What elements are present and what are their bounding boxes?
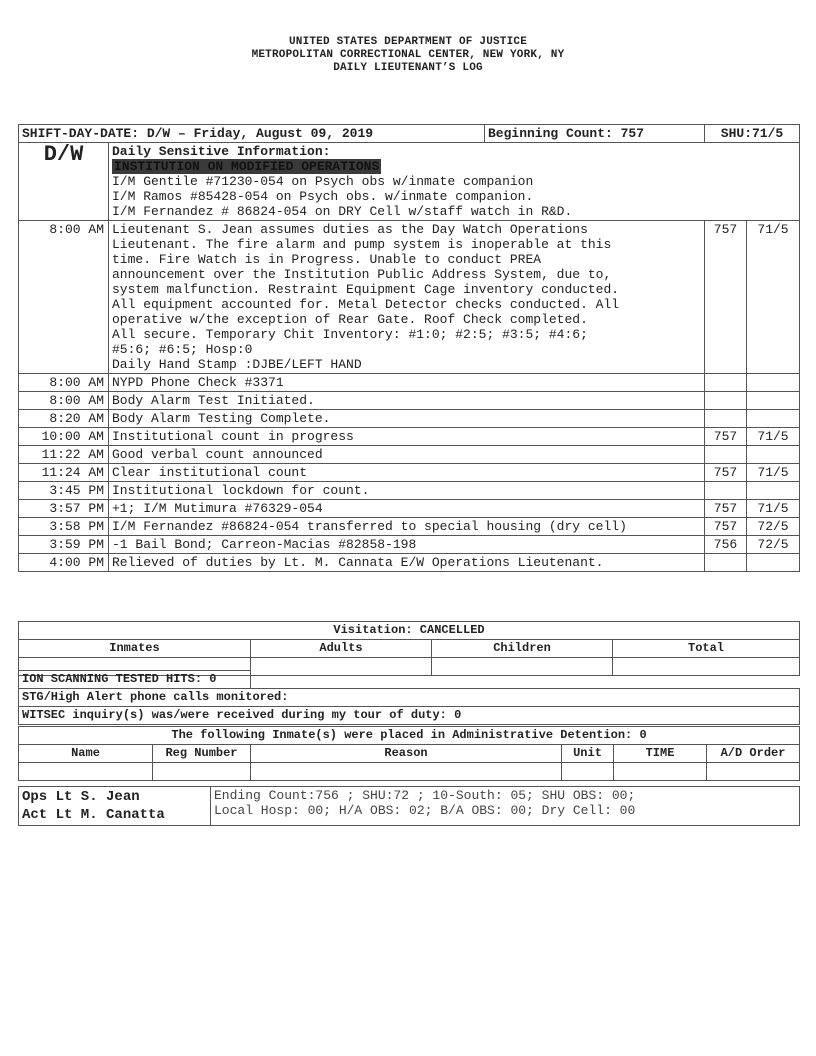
log-description (109, 536, 705, 554)
log-shu: 71/5 (747, 428, 800, 446)
log-time: 3:45 PM (19, 482, 109, 500)
log-description (109, 374, 705, 392)
log-description (109, 410, 705, 428)
log-entry-row (19, 428, 800, 446)
log-time: 11:22 AM (19, 446, 109, 464)
admin-header-reg: Reg Number (153, 745, 251, 763)
log-line: Clear institutional count (112, 465, 308, 480)
header-line-3: DAILY LIEUTENANT’S LOG (333, 62, 483, 74)
log-count: 757 (705, 428, 747, 446)
visitation-header-children: Children (432, 640, 613, 658)
log-entry-row (19, 518, 800, 536)
log-shu (747, 446, 800, 464)
log-line: announcement over the Institution Public Address System, due to, (112, 267, 612, 282)
shift-date: SHIFT-DAY-DATE: D/W – Friday, August 09, 2019 (19, 125, 485, 143)
log-time: 8:00 AM (19, 221, 109, 374)
admin-header-time: TIME (614, 745, 707, 763)
header-line-1: UNITED STATES DEPARTMENT OF JUSTICE (288, 36, 528, 48)
ending-count-line-2: Local Hosp: 00; H/A OBS: 02; B/A OBS: 00; Dry Cell: 00 (214, 803, 636, 818)
log-line: +1; I/M Mutimura #76329-054 (112, 501, 323, 516)
admin-header-name: Name (19, 745, 153, 763)
log-time: 8:20 AM (19, 410, 109, 428)
log-count: 757 (705, 518, 747, 536)
visitation-table (18, 621, 800, 676)
log-line: All secure. Temporary Chit Inventory: #1:0; #2:5; #3:5; #4:6; (112, 327, 588, 342)
sensitive-title: Daily Sensitive Information: (112, 144, 331, 159)
log-entry-row (19, 482, 800, 500)
admin-title: The following Inmate(s) were placed in Administrative Detention: 0 (19, 727, 800, 745)
log-entry-row (19, 410, 800, 428)
log-shu (747, 410, 800, 428)
log-count (705, 392, 747, 410)
log-description (109, 482, 705, 500)
signatures (19, 787, 211, 826)
sensitive-line: I/M Ramos #85428-054 on Psych obs. w/inmate companion. (112, 189, 534, 204)
log-count (705, 374, 747, 392)
log-entry-row (19, 392, 800, 410)
log-line: -1 Bail Bond; Carreon-Macias #82858-198 (112, 537, 417, 552)
visitation-header-total: Total (613, 640, 800, 658)
ending-count (211, 787, 800, 826)
log-line: Body Alarm Testing Complete. (112, 411, 331, 426)
log-count: 757 (705, 464, 747, 482)
log-line: Relieved of duties by Lt. M. Cannata E/W Operations Lieutenant. (112, 555, 604, 570)
log-table (18, 124, 800, 572)
log-shu (747, 554, 800, 572)
log-line: system malfunction. Restraint Equipment Cage inventory conducted. (112, 282, 620, 297)
security-checks-table (18, 670, 800, 725)
ion-scanning: ION SCANNING TESTED HITS: 0 (19, 671, 251, 689)
log-description (109, 518, 705, 536)
modified-ops-highlight: INSTITUTION ON MODIFIED OPERATIONS (114, 159, 380, 174)
sensitive-line: I/M Fernandez # 86824-054 on DRY Cell w/staff watch in R&D. (112, 204, 573, 219)
log-shu: 71/5 (747, 500, 800, 518)
log-count (705, 410, 747, 428)
log-entry-row (19, 500, 800, 518)
log-description (109, 446, 705, 464)
log-count (705, 446, 747, 464)
log-time: 11:24 AM (19, 464, 109, 482)
log-description (109, 500, 705, 518)
log-line: All equipment accounted for. Metal Detector checks conducted. All (112, 297, 620, 312)
log-description (109, 392, 705, 410)
log-shu (747, 374, 800, 392)
visitation-header-adults: Adults (251, 640, 432, 658)
log-description (109, 221, 705, 374)
log-entry-row (19, 374, 800, 392)
log-line: time. Fire Watch is in Progress. Unable to conduct PREA (112, 252, 542, 267)
acting-lieutenant: Act Lt M. Canatta (22, 807, 165, 823)
log-entry-row (19, 446, 800, 464)
log-line: operative w/the exception of Rear Gate. Roof Check completed. (112, 312, 588, 327)
document-header (0, 36, 816, 75)
admin-detention-table (18, 726, 800, 781)
admin-header-reason: Reason (251, 745, 562, 763)
log-shu: 72/5 (747, 536, 800, 554)
log-line: Daily Hand Stamp :DJBE/LEFT HAND (112, 357, 362, 372)
log-description (109, 554, 705, 572)
log-count: 757 (705, 500, 747, 518)
visitation-header-inmates: Inmates (19, 640, 251, 658)
log-description (109, 464, 705, 482)
log-shu (747, 392, 800, 410)
stg-calls: STG/High Alert phone calls monitored: (19, 689, 800, 707)
log-line: Institutional count in progress (112, 429, 354, 444)
log-count (705, 482, 747, 500)
log-shu: 71/5 (747, 464, 800, 482)
log-shu: 72/5 (747, 518, 800, 536)
log-line: Good verbal count announced (112, 447, 323, 462)
log-shu (747, 482, 800, 500)
log-line: Lieutenant. The fire alarm and pump system is inoperable at this (112, 237, 612, 252)
visitation-title: Visitation: CANCELLED (19, 622, 800, 640)
shu-count: SHU:71/5 (705, 125, 800, 143)
log-line: I/M Fernandez #86824-054 transferred to special housing (dry cell) (112, 519, 627, 534)
admin-header-order: A/D Order (707, 745, 800, 763)
sensitive-info (109, 143, 800, 221)
log-line: Lieutenant S. Jean assumes duties as the Day Watch Operations (112, 222, 588, 237)
log-time: 4:00 PM (19, 554, 109, 572)
log-count (705, 554, 747, 572)
log-line: Institutional lockdown for count. (112, 483, 370, 498)
log-entries (19, 221, 800, 572)
ops-lieutenant: Ops Lt S. Jean (22, 789, 140, 805)
log-line: Body Alarm Test Initiated. (112, 393, 315, 408)
ending-count-line-1: Ending Count:756 ; SHU:72 ; 10-South: 05; SHU OBS: 00; (214, 788, 636, 803)
log-time: 3:59 PM (19, 536, 109, 554)
log-time: 8:00 AM (19, 392, 109, 410)
log-time: 10:00 AM (19, 428, 109, 446)
log-entry-row (19, 221, 800, 374)
sensitive-line: I/M Gentile #71230-054 on Psych obs w/inmate companion (112, 174, 534, 189)
log-entry-row (19, 464, 800, 482)
log-line: NYPD Phone Check #3371 (112, 375, 284, 390)
witsec-inquiry: WITSEC inquiry(s) was/were received during my tour of duty: 0 (19, 707, 800, 725)
log-time: 3:58 PM (19, 518, 109, 536)
beginning-count: Beginning Count: 757 (485, 125, 705, 143)
header-line-2: METROPOLITAN CORRECTIONAL CENTER, NEW YORK, NY (251, 49, 565, 61)
log-shu: 71/5 (747, 221, 800, 374)
log-description (109, 428, 705, 446)
signature-table (18, 786, 800, 826)
sensitive-info-row (19, 143, 800, 221)
shift-code: D/W (19, 143, 109, 221)
log-line: #5:6; #6:5; Hosp:0 (112, 342, 253, 357)
log-time: 3:57 PM (19, 500, 109, 518)
log-count: 756 (705, 536, 747, 554)
log-entry-row (19, 554, 800, 572)
shift-row (19, 125, 800, 143)
admin-header-unit: Unit (562, 745, 614, 763)
log-entry-row (19, 536, 800, 554)
log-count: 757 (705, 221, 747, 374)
log-time: 8:00 AM (19, 374, 109, 392)
